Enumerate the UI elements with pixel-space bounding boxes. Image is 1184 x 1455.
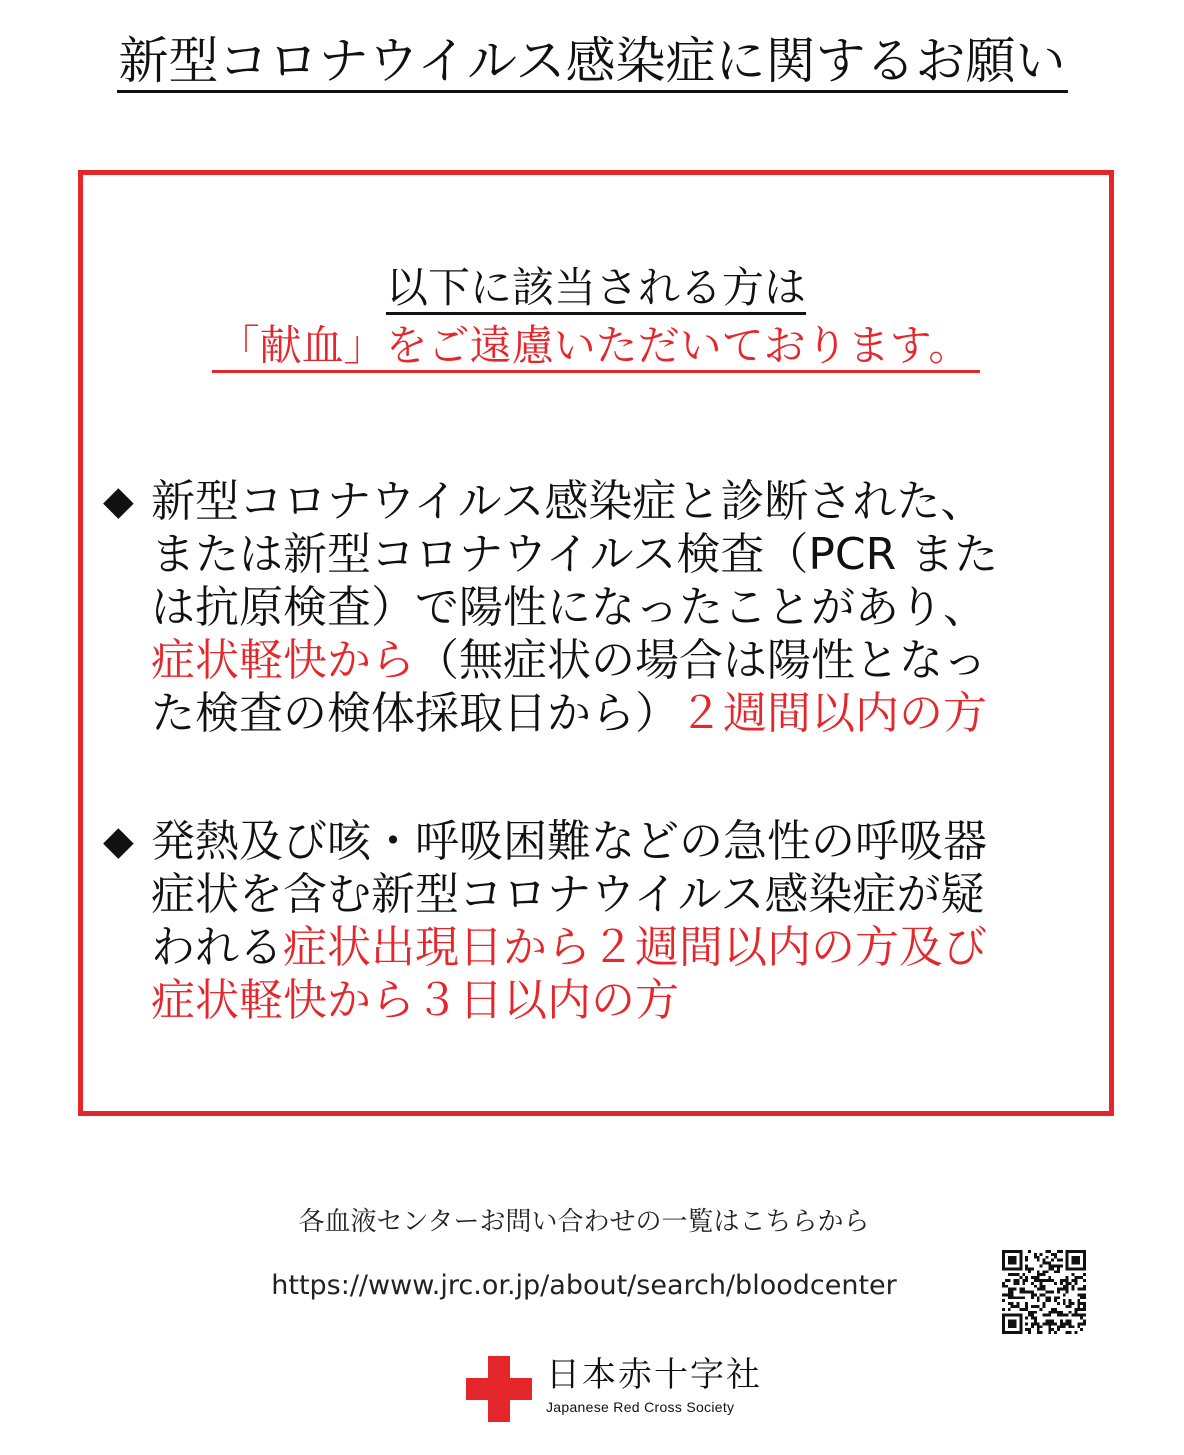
highlight-text: 症状軽快から３日以内の方 [151, 975, 679, 1026]
qr-code-icon[interactable] [1002, 1250, 1086, 1334]
page-title [0, 30, 1184, 92]
condition-line [103, 581, 1103, 634]
intro-line-2 [83, 318, 1109, 374]
diamond-bullet-icon: ◆ [103, 478, 134, 524]
condition-item-2 [103, 815, 1103, 1027]
condition-line [103, 634, 1103, 687]
diamond-bullet-icon: ◆ [103, 818, 134, 864]
highlight-text: ２週間以内の方 [679, 688, 987, 739]
logo-name-en: Japanese Red Cross Society [546, 1399, 735, 1415]
page-title-text: 新型コロナウイルス感染症に関するお願い [117, 32, 1068, 93]
condition-item-1 [103, 475, 1103, 740]
condition-line [103, 921, 1103, 974]
notice-box [78, 170, 1114, 1116]
condition-text: 新型コロナウイルス感染症と診断された、 [151, 476, 985, 527]
contact-text: 各血液センターお問い合わせの一覧はこちらから [298, 1207, 870, 1237]
red-cross-icon [466, 1356, 532, 1422]
jrc-logo [466, 1354, 762, 1424]
intro-line-1 [83, 260, 1109, 316]
blood-center-url[interactable]: https://www.jrc.or.jp/about/search/bloodcenter [271, 1270, 897, 1301]
logo-name-ja: 日本赤十字社 [546, 1355, 762, 1395]
condition-text: われる [151, 922, 283, 973]
intro-line-1-text: 以下に該当される方は [386, 263, 806, 315]
highlight-text: 症状出現日から２週間以内の方及び [283, 922, 987, 973]
intro-line-2-text: 「献血」をご遠慮いただいております。 [212, 321, 981, 373]
condition-text: 症状を含む新型コロナウイルス感染症が疑 [151, 869, 985, 920]
condition-line [103, 687, 1103, 740]
notice-intro [83, 260, 1109, 374]
condition-text: た検査の検体採取日から） [151, 688, 679, 739]
condition-line [103, 475, 1103, 528]
condition-text: は抗原検査）で陽性になったことがあり、 [151, 582, 987, 633]
condition-text: または新型コロナウイルス検査（PCR また [151, 529, 999, 580]
highlight-text: 症状軽快から [151, 635, 415, 686]
condition-line [103, 528, 1103, 581]
condition-text: （無症状の場合は陽性となっ [415, 635, 987, 686]
condition-line [103, 868, 1103, 921]
condition-line [103, 974, 1103, 1027]
condition-text: 発熱及び咳・呼吸困難などの急性の呼吸器 [151, 816, 987, 867]
condition-line [103, 815, 1103, 868]
